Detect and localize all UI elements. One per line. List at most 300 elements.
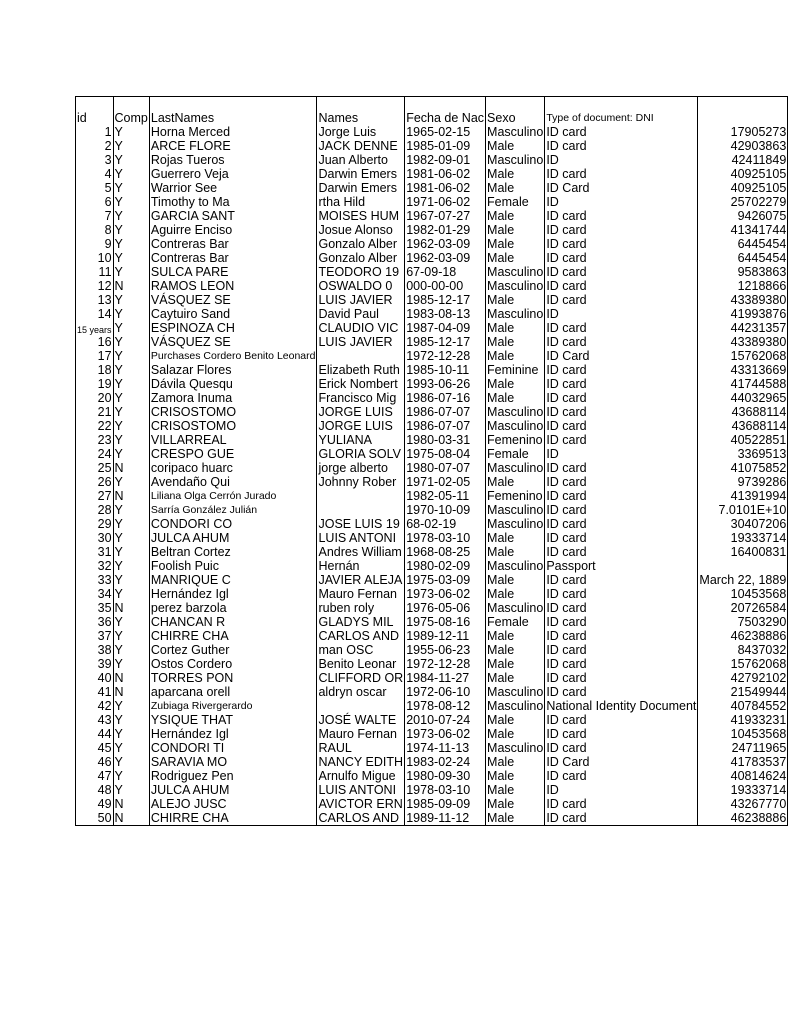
cell-comp: N xyxy=(113,489,149,503)
cell-birthdate: 1984-11-27 xyxy=(405,671,486,685)
cell-sex: Male xyxy=(486,797,545,811)
cell-birthdate: 1989-12-11 xyxy=(405,629,486,643)
cell-birthdate: 1978-08-12 xyxy=(405,699,486,713)
cell-birthdate: 1973-06-02 xyxy=(405,727,486,741)
cell-lastnames: Dávila Quesqu xyxy=(149,377,317,391)
cell-id: 26 xyxy=(76,475,114,489)
cell-birthdate: 1989-11-12 xyxy=(405,811,486,826)
cell-sex: Male xyxy=(486,629,545,643)
cell-document-type: ID card xyxy=(545,531,698,545)
cell-sex: Male xyxy=(486,349,545,363)
cell-document-number: 41075852 xyxy=(698,461,788,475)
cell-sex: Masculino xyxy=(487,153,544,167)
cell-names: JORGE LUIS xyxy=(317,419,405,433)
cell-birthdate: 1980-09-30 xyxy=(405,769,486,783)
cell-birthdate: 1955-06-23 xyxy=(405,643,486,657)
cell-birthdate: 67-09-18 xyxy=(405,265,486,279)
cell-comp: Y xyxy=(113,405,149,419)
table-row xyxy=(76,685,788,699)
cell-sex: Female xyxy=(486,447,545,461)
cell-document-number: 15762068 xyxy=(698,657,788,671)
cell-document-number: 43313669 xyxy=(698,363,788,377)
cell-document-number: 1218866 xyxy=(698,279,788,293)
table-row xyxy=(76,335,788,349)
cell-comp: Y xyxy=(113,391,149,405)
cell-document-type: ID card xyxy=(545,643,698,657)
table-row xyxy=(76,573,788,587)
cell-names: JACK DENNE xyxy=(317,139,405,153)
cell-comp: Y xyxy=(113,265,149,279)
cell-comp: Y xyxy=(113,153,149,167)
table-row xyxy=(76,545,788,559)
cell-id: 7 xyxy=(76,209,114,223)
spreadsheet-table xyxy=(75,96,788,826)
cell-document-number: 41341744 xyxy=(698,223,788,237)
cell-document-number: 10453568 xyxy=(698,727,788,741)
cell-names: JAVIER ALEJA xyxy=(317,573,405,587)
cell-names: JOSÉ WALTE xyxy=(317,713,405,727)
cell-birthdate: 1987-04-09 xyxy=(405,321,486,335)
cell-sex: Masculino xyxy=(487,307,544,321)
cell-birthdate: 1985-10-11 xyxy=(405,363,486,377)
cell-sex: Male xyxy=(486,783,545,797)
cell-birthdate: 1986-07-07 xyxy=(405,405,486,419)
cell-document-number: 19333714 xyxy=(698,783,788,797)
table-row xyxy=(76,489,788,503)
cell-id: 17 xyxy=(76,349,114,363)
cell-sex: Masculino xyxy=(487,601,544,615)
header-names: Names xyxy=(317,97,405,126)
cell-document-number: 21549944 xyxy=(698,685,788,699)
cell-lastnames: Zubiaga Rivergerardo xyxy=(149,699,317,713)
cell-birthdate: 1978-03-10 xyxy=(405,783,486,797)
cell-id: 15 years xyxy=(76,321,114,335)
cell-names: jorge alberto xyxy=(317,461,405,475)
cell-document-number: 42903863 xyxy=(698,139,788,153)
cell-id: 44 xyxy=(76,727,114,741)
cell-document-number: March 22, 1889 xyxy=(699,573,787,587)
cell-comp: N xyxy=(113,671,149,685)
cell-birthdate: 1972-12-28 xyxy=(405,657,486,671)
cell-document-type: ID card xyxy=(545,405,698,419)
cell-birthdate: 1980-03-31 xyxy=(405,433,486,447)
cell-birthdate: 1980-07-07 xyxy=(405,461,486,475)
cell-id: 48 xyxy=(76,783,114,797)
cell-sex: Male xyxy=(486,181,545,195)
cell-sex: Male xyxy=(486,335,545,349)
cell-lastnames: CHIRRE CHA xyxy=(149,629,317,643)
cell-names: ruben roly xyxy=(317,601,405,615)
cell-lastnames: Cortez Guther xyxy=(149,643,317,657)
cell-id: 36 xyxy=(76,615,114,629)
cell-id: 49 xyxy=(76,797,114,811)
cell-document-number: 43688114 xyxy=(698,405,788,419)
cell-birthdate: 1980-02-09 xyxy=(405,559,486,573)
cell-document-number: 6445454 xyxy=(698,251,788,265)
cell-lastnames: VILLARREAL xyxy=(149,433,317,447)
cell-birthdate: 1972-12-28 xyxy=(405,349,486,363)
cell-sex: Male xyxy=(486,139,545,153)
cell-document-type: ID card xyxy=(545,363,698,377)
table-row xyxy=(76,153,788,167)
cell-sex: Masculino xyxy=(487,405,544,419)
cell-document-type: ID card xyxy=(545,587,698,601)
cell-names: LUIS JAVIER xyxy=(317,293,405,307)
cell-document-number: 7503290 xyxy=(698,615,788,629)
cell-sex: Masculino xyxy=(487,461,544,475)
cell-sex: Male xyxy=(486,643,545,657)
cell-sex: Femenino xyxy=(486,489,545,503)
cell-document-type: ID card xyxy=(545,489,698,503)
header-id: id xyxy=(76,97,114,126)
cell-comp: Y xyxy=(113,167,149,181)
cell-document-type: ID Card xyxy=(545,349,698,363)
table-row xyxy=(76,615,788,629)
cell-comp: Y xyxy=(113,251,149,265)
cell-sex: Masculino xyxy=(487,279,544,293)
cell-id: 16 xyxy=(76,335,114,349)
cell-comp: Y xyxy=(113,433,149,447)
cell-document-type: ID card xyxy=(545,713,698,727)
table-row xyxy=(76,363,788,377)
cell-document-number: 43389380 xyxy=(698,335,788,349)
cell-sex: Feminine xyxy=(486,363,545,377)
cell-birthdate: 1972-06-10 xyxy=(405,685,486,699)
cell-names: rtha Hild xyxy=(317,195,405,209)
table-row xyxy=(76,769,788,783)
cell-names: YULIANA xyxy=(317,433,405,447)
cell-id: 45 xyxy=(76,741,114,755)
cell-document-number: 9583863 xyxy=(698,265,788,279)
cell-id: 6 xyxy=(76,195,114,209)
cell-birthdate: 1985-12-17 xyxy=(405,293,486,307)
cell-comp: Y xyxy=(113,615,149,629)
cell-id: 12 xyxy=(76,279,114,293)
cell-names: aldryn oscar xyxy=(317,685,405,699)
cell-lastnames: Warrior See xyxy=(149,181,317,195)
cell-document-number: 7.0101E+10 xyxy=(698,503,788,517)
cell-sex: Male xyxy=(486,391,545,405)
cell-id: 43 xyxy=(76,713,114,727)
table-row xyxy=(76,517,788,531)
cell-birthdate: 1976-05-06 xyxy=(405,601,486,615)
cell-birthdate: 000-00-00 xyxy=(405,279,486,293)
cell-sex: Masculino xyxy=(487,265,544,279)
cell-comp: Y xyxy=(113,447,149,461)
cell-names xyxy=(317,503,405,517)
cell-names: Arnulfo Migue xyxy=(317,769,405,783)
cell-id: 24 xyxy=(76,447,114,461)
cell-lastnames: Liliana Olga Cerrón Jurado xyxy=(149,489,317,503)
cell-sex: Masculino xyxy=(487,741,544,755)
cell-document-type: ID card xyxy=(545,139,698,153)
cell-document-type: ID card xyxy=(545,615,698,629)
cell-comp: Y xyxy=(113,517,149,531)
cell-sex: Male xyxy=(486,769,545,783)
table-row xyxy=(76,727,788,741)
cell-names: Jorge Luis xyxy=(317,125,405,139)
cell-names: TEODORO 19 xyxy=(317,265,405,279)
table-row xyxy=(76,279,788,293)
cell-document-number: 10453568 xyxy=(698,587,788,601)
cell-document-type: ID card xyxy=(545,461,698,475)
cell-comp: Y xyxy=(113,377,149,391)
cell-lastnames: Contreras Bar xyxy=(149,251,317,265)
cell-names: LUIS ANTONI xyxy=(317,531,405,545)
cell-names: Mauro Fernan xyxy=(317,587,405,601)
cell-birthdate: 1973-06-02 xyxy=(405,587,486,601)
cell-sex: Male xyxy=(486,545,545,559)
cell-lastnames: SULCA PARE xyxy=(149,265,317,279)
cell-birthdate: 1975-08-04 xyxy=(405,447,486,461)
cell-names: LUIS JAVIER xyxy=(317,335,405,349)
cell-document-type: ID card xyxy=(545,475,698,489)
cell-id: 2 xyxy=(76,139,114,153)
cell-document-number: 20726584 xyxy=(698,601,788,615)
table-row xyxy=(76,601,788,615)
cell-sex: Female xyxy=(486,195,545,209)
cell-document-type: ID card xyxy=(545,671,698,685)
cell-lastnames: MANRIQUE C xyxy=(149,573,317,587)
cell-lastnames: CRESPO GUE xyxy=(149,447,317,461)
cell-document-type: ID card xyxy=(545,573,698,587)
table-row xyxy=(76,447,788,461)
cell-comp: Y xyxy=(113,139,149,153)
cell-document-type: ID card xyxy=(545,419,698,433)
cell-lastnames: Sarría González Julián xyxy=(149,503,317,517)
cell-id: 3 xyxy=(76,153,114,167)
cell-document-type: ID card xyxy=(545,741,698,755)
table-row xyxy=(76,699,788,713)
cell-comp: Y xyxy=(113,237,149,251)
cell-comp: N xyxy=(113,685,149,699)
cell-comp: Y xyxy=(113,223,149,237)
cell-lastnames: Zamora Inuma xyxy=(149,391,317,405)
table-row xyxy=(76,251,788,265)
table-row xyxy=(76,405,788,419)
cell-comp: Y xyxy=(113,559,149,573)
cell-document-number: 19333714 xyxy=(698,531,788,545)
table-row xyxy=(76,125,788,139)
cell-document-type: ID card xyxy=(545,265,698,279)
cell-document-number: 43688114 xyxy=(698,419,788,433)
cell-names: Andres William xyxy=(317,545,405,559)
cell-lastnames: CRISOSTOMO xyxy=(149,405,317,419)
cell-comp: Y xyxy=(113,195,149,209)
cell-document-type: ID xyxy=(545,447,698,461)
cell-birthdate: 1962-03-09 xyxy=(405,251,486,265)
cell-document-type: Passport xyxy=(545,559,698,573)
cell-id: 37 xyxy=(76,629,114,643)
cell-id: 32 xyxy=(76,559,114,573)
cell-sex: Female xyxy=(486,615,545,629)
cell-lastnames: Aguirre Enciso xyxy=(149,223,317,237)
cell-id: 46 xyxy=(76,755,114,769)
cell-sex: Male xyxy=(486,321,545,335)
cell-lastnames: SARAVIA MO xyxy=(149,755,317,769)
cell-document-number: 9739286 xyxy=(698,475,788,489)
cell-lastnames: Ostos Cordero xyxy=(149,657,317,671)
cell-sex: Masculino xyxy=(487,517,544,531)
cell-comp: Y xyxy=(113,349,149,363)
cell-birthdate: 1983-02-24 xyxy=(405,755,486,769)
cell-names: Francisco Mig xyxy=(317,391,405,405)
cell-names xyxy=(317,489,405,503)
cell-birthdate: 1975-08-16 xyxy=(405,615,486,629)
cell-lastnames: ALEJO JUSC xyxy=(149,797,317,811)
cell-lastnames: ESPINOZA CH xyxy=(149,321,317,335)
cell-birthdate: 1968-08-25 xyxy=(405,545,486,559)
table-row xyxy=(76,461,788,475)
cell-sex: Male xyxy=(486,237,545,251)
cell-id: 40 xyxy=(76,671,114,685)
header-lastnames: LastNames xyxy=(149,97,317,126)
cell-sex: Male xyxy=(486,167,545,181)
cell-comp: Y xyxy=(113,545,149,559)
cell-document-type: ID Card xyxy=(545,181,698,195)
cell-document-number: 6445454 xyxy=(698,237,788,251)
cell-comp: Y xyxy=(113,727,149,741)
table-row xyxy=(76,811,788,826)
cell-id: 18 xyxy=(76,363,114,377)
cell-comp: Y xyxy=(113,657,149,671)
cell-document-number: 41744588 xyxy=(698,377,788,391)
cell-document-number: 44231357 xyxy=(698,321,788,335)
cell-sex: Masculino xyxy=(487,699,544,713)
cell-document-number: 41933231 xyxy=(698,713,788,727)
cell-comp: Y xyxy=(113,531,149,545)
table-row xyxy=(76,629,788,643)
cell-document-number: 41783537 xyxy=(698,755,788,769)
cell-names: Darwin Emers xyxy=(317,167,405,181)
cell-document-number: 25702279 xyxy=(698,195,788,209)
cell-lastnames: TORRES PON xyxy=(149,671,317,685)
cell-names: CARLOS AND xyxy=(317,629,405,643)
cell-birthdate: 1982-09-01 xyxy=(405,153,486,167)
cell-document-number: 9426075 xyxy=(698,209,788,223)
cell-comp: N xyxy=(113,811,149,826)
cell-id: 42 xyxy=(76,699,114,713)
cell-birthdate: 1982-05-11 xyxy=(405,489,486,503)
cell-birthdate: 1971-02-05 xyxy=(405,475,486,489)
cell-id: 8 xyxy=(76,223,114,237)
cell-document-number: 30407206 xyxy=(698,517,788,531)
table-row xyxy=(76,321,788,335)
cell-lastnames: ARCE FLORE xyxy=(149,139,317,153)
cell-names: GLORIA SOLV xyxy=(317,447,405,461)
cell-names: man OSC xyxy=(317,643,405,657)
cell-names: Gonzalo Alber xyxy=(317,251,405,265)
table-row xyxy=(76,349,788,363)
cell-sex: Male xyxy=(486,657,545,671)
cell-id: 23 xyxy=(76,433,114,447)
cell-lastnames: CHANCAN R xyxy=(149,615,317,629)
table-row xyxy=(76,307,788,321)
table-row xyxy=(76,265,788,279)
cell-comp: Y xyxy=(113,307,149,321)
cell-id: 38 xyxy=(76,643,114,657)
cell-names: Erick Nombert xyxy=(317,377,405,391)
cell-comp: Y xyxy=(113,419,149,433)
cell-birthdate: 1983-08-13 xyxy=(405,307,486,321)
cell-id: 1 xyxy=(76,125,114,139)
cell-names: CLIFFORD OR xyxy=(318,671,404,685)
cell-document-type: ID card xyxy=(545,517,698,531)
cell-sex: Male xyxy=(486,727,545,741)
cell-names: David Paul xyxy=(317,307,405,321)
cell-names: JOSE LUIS 19 xyxy=(317,517,405,531)
cell-id: 41 xyxy=(76,685,114,699)
cell-comp: Y xyxy=(113,475,149,489)
cell-sex: Male xyxy=(486,573,545,587)
cell-birthdate: 1993-06-26 xyxy=(405,377,486,391)
cell-names: Mauro Fernan xyxy=(317,727,405,741)
cell-document-type: ID card xyxy=(545,811,698,826)
cell-names: AVICTOR ERN xyxy=(318,797,403,811)
header-comp: Comp xyxy=(113,97,149,126)
cell-lastnames: Timothy to Ma xyxy=(149,195,317,209)
cell-id: 14 xyxy=(76,307,114,321)
cell-comp: Y xyxy=(113,769,149,783)
cell-document-number: 40925105 xyxy=(698,181,788,195)
cell-sex: Male xyxy=(486,671,545,685)
cell-birthdate: 1974-11-13 xyxy=(405,741,486,755)
cell-names: JORGE LUIS xyxy=(317,405,405,419)
cell-document-type: ID card xyxy=(545,797,698,811)
cell-document-number: 40522851 xyxy=(698,433,788,447)
cell-sex: Male xyxy=(486,293,545,307)
cell-names xyxy=(317,349,405,363)
cell-comp: Y xyxy=(113,503,149,517)
cell-comp: Y xyxy=(113,321,149,335)
cell-document-type: ID card xyxy=(545,321,698,335)
cell-lastnames: Purchases Cordero Benito Leonard xyxy=(150,350,316,362)
cell-birthdate: 1970-10-09 xyxy=(405,503,486,517)
cell-birthdate: 1986-07-07 xyxy=(405,419,486,433)
cell-names: Johnny Rober xyxy=(317,475,405,489)
cell-document-type: ID card xyxy=(545,685,698,699)
cell-sex: Male xyxy=(486,475,545,489)
cell-document-number: 43389380 xyxy=(698,293,788,307)
cell-id: 9 xyxy=(76,237,114,251)
cell-comp: Y xyxy=(113,755,149,769)
table-row xyxy=(76,377,788,391)
cell-document-type: ID card xyxy=(545,657,698,671)
cell-lastnames: CHIRRE CHA xyxy=(149,811,317,826)
cell-names: Darwin Emers xyxy=(317,181,405,195)
cell-lastnames: aparcana orell xyxy=(149,685,317,699)
table-row xyxy=(76,391,788,405)
table-body xyxy=(76,125,788,826)
table-row xyxy=(76,657,788,671)
cell-sex: Male xyxy=(486,587,545,601)
cell-lastnames: CONDORI CO xyxy=(149,517,317,531)
cell-id: 21 xyxy=(76,405,114,419)
cell-sex: Masculino xyxy=(487,685,544,699)
cell-document-number: 40925105 xyxy=(698,167,788,181)
cell-sex: Male xyxy=(486,223,545,237)
cell-lastnames: CRISOSTOMO xyxy=(149,419,317,433)
cell-birthdate: 1967-07-27 xyxy=(405,209,486,223)
cell-sex: Masculino xyxy=(487,125,544,139)
cell-names: CARLOS AND xyxy=(317,811,405,826)
cell-comp: Y xyxy=(113,293,149,307)
cell-comp: Y xyxy=(113,587,149,601)
cell-comp: Y xyxy=(113,699,149,713)
cell-document-number: 46238886 xyxy=(698,629,788,643)
cell-lastnames: Guerrero Veja xyxy=(149,167,317,181)
cell-document-type: ID xyxy=(545,307,698,321)
